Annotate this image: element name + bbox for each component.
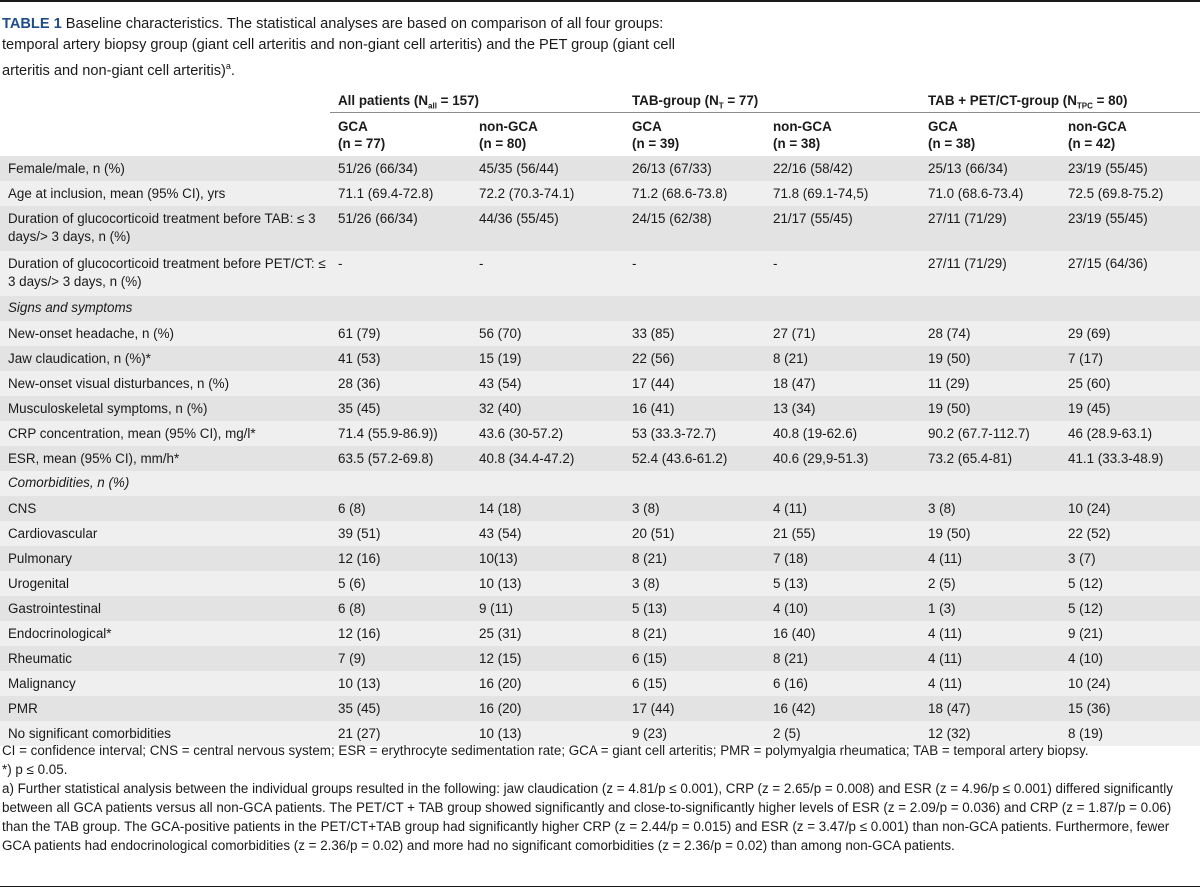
subgroup-header-row bbox=[0, 112, 1200, 156]
group-header-row bbox=[0, 87, 1200, 112]
table-caption bbox=[2, 14, 692, 82]
table-cell: 7 (17) bbox=[1060, 346, 1200, 371]
row-label: Duration of glucocorticoid treatment before PET/CT: ≤ 3 days/> 3 days, n (%) bbox=[0, 251, 330, 296]
caption-footnote-mark: a bbox=[225, 61, 231, 71]
table-cell: 3 (7) bbox=[1060, 546, 1200, 571]
table-number: TABLE 1 bbox=[2, 16, 62, 32]
table-cell: 7 (9) bbox=[330, 646, 471, 671]
row-label: Malignancy bbox=[0, 671, 330, 696]
table-cell: 16 (40) bbox=[765, 621, 920, 646]
table-row bbox=[0, 671, 1200, 696]
table-cell: 44/36 (55/45) bbox=[471, 206, 624, 251]
table-cell: 5 (13) bbox=[624, 596, 765, 621]
table-cell: 5 (12) bbox=[1060, 596, 1200, 621]
table-cell: 19 (45) bbox=[1060, 396, 1200, 421]
table-cell: 41.1 (33.3-48.9) bbox=[1060, 446, 1200, 471]
table-row bbox=[0, 646, 1200, 671]
table-cell: 2 (5) bbox=[920, 571, 1060, 596]
table-cell: - bbox=[624, 251, 765, 296]
table-cell: 4 (11) bbox=[765, 496, 920, 521]
section-header-row bbox=[0, 471, 1200, 496]
table-cell: 3 (8) bbox=[920, 496, 1060, 521]
footnote-a: a) Further statistical analysis between the individual groups resulted in the following: jaw claudication (z = 4.81/p ≤ 0.001), CRP (z = 2.65/p = 0.008) and ESR (z = 4.96/p ≤ 0.001) differed significantly between all GCA patients versus all non-GCA patients. The PET/CT + TAB group showed significantly and close-to-significantly higher levels of ESR (z = 2.09/p = 0.036) and CRP (z = 1.87/p = 0.06) than the TAB group. The GCA-positive patients in the PET/CT+TAB group had significantly higher CRP (z = 2.44/p = 0.015) and ESR (z = 3.47/p ≤ 0.001) than non-GCA patients. Furthermore, fewer GCA patients had endocrinological comorbidities (z = 2.36/p = 0.02) and more had no significant comorbidities (z = 2.36/p = 0.02) than among non-GCA patients. bbox=[2, 781, 1173, 853]
table-cell: 28 (36) bbox=[330, 371, 471, 396]
table-cell: 33 (85) bbox=[624, 321, 765, 346]
row-label: New-onset headache, n (%) bbox=[0, 321, 330, 346]
group-header-tab: TAB-group $(N_T = 77)$ bbox=[624, 87, 920, 112]
table-cell: 29 (69) bbox=[1060, 321, 1200, 346]
table-cell: 6 (8) bbox=[330, 496, 471, 521]
table-cell: 11 (29) bbox=[920, 371, 1060, 396]
table-cell: 5 (13) bbox=[765, 571, 920, 596]
table-cell: 63.5 (57.2-69.8) bbox=[330, 446, 471, 471]
table-cell: 6 (15) bbox=[624, 646, 765, 671]
table-cell: 71.4 (55.9-86.9)) bbox=[330, 421, 471, 446]
subgroup-header: GCA (n = 38) bbox=[920, 112, 1060, 156]
table-cell: 25 (31) bbox=[471, 621, 624, 646]
footnote-abbreviations: CI = confidence interval; CNS = central nervous system; ESR = erythrocyte sedimentation rate; GCA = giant cell arteritis; PMR = polymyalgia rheumatica; TAB = temporal artery biopsy. bbox=[2, 743, 1089, 758]
row-label: Musculoskeletal symptoms, n (%) bbox=[0, 396, 330, 421]
table-cell: 32 (40) bbox=[471, 396, 624, 421]
table-cell: 41 (53) bbox=[330, 346, 471, 371]
table-cell: 16 (42) bbox=[765, 696, 920, 721]
table-cell: 3 (8) bbox=[624, 496, 765, 521]
table-cell: 35 (45) bbox=[330, 396, 471, 421]
top-rule bbox=[0, 0, 1200, 2]
row-label: Cardiovascular bbox=[0, 521, 330, 546]
table-cell: 26/13 (67/33) bbox=[624, 156, 765, 181]
group-header-blank bbox=[0, 87, 330, 112]
table-cell: 10 (24) bbox=[1060, 671, 1200, 696]
table-cell: 27/11 (71/29) bbox=[920, 251, 1060, 296]
row-label: Pulmonary bbox=[0, 546, 330, 571]
table-cell: 71.1 (69.4-72.8) bbox=[330, 181, 471, 206]
table-row bbox=[0, 421, 1200, 446]
table-cell: 6 (15) bbox=[624, 671, 765, 696]
table-cell: 23/19 (55/45) bbox=[1060, 156, 1200, 181]
row-label: Urogenital bbox=[0, 571, 330, 596]
table-cell: 53 (33.3-72.7) bbox=[624, 421, 765, 446]
table-row bbox=[0, 496, 1200, 521]
table-cell: 17 (44) bbox=[624, 696, 765, 721]
table-footnotes bbox=[2, 741, 1198, 855]
table-cell: - bbox=[330, 251, 471, 296]
table-cell: 43 (54) bbox=[471, 371, 624, 396]
table-row bbox=[0, 321, 1200, 346]
table-cell: 71.0 (68.6-73.4) bbox=[920, 181, 1060, 206]
table-cell: 3 (8) bbox=[624, 571, 765, 596]
footnote-significance: *) p ≤ 0.05. bbox=[2, 762, 68, 777]
table-row bbox=[0, 371, 1200, 396]
section-label: Signs and symptoms bbox=[0, 296, 1200, 321]
table-cell: 16 (20) bbox=[471, 696, 624, 721]
table-row bbox=[0, 571, 1200, 596]
table-row bbox=[0, 346, 1200, 371]
table-cell: - bbox=[471, 251, 624, 296]
table-cell: 40.8 (19-62.6) bbox=[765, 421, 920, 446]
row-label: Female/male, n (%) bbox=[0, 156, 330, 181]
table-cell: 4 (11) bbox=[920, 671, 1060, 696]
table-cell: 4 (11) bbox=[920, 546, 1060, 571]
section-header-row bbox=[0, 296, 1200, 321]
subgroup-header: non-GCA (n = 38) bbox=[765, 112, 920, 156]
table-cell: 40.6 (29,9-51.3) bbox=[765, 446, 920, 471]
table-cell: 27/11 (71/29) bbox=[920, 206, 1060, 251]
row-label: Age at inclusion, mean (95% CI), yrs bbox=[0, 181, 330, 206]
table-cell: 17 (44) bbox=[624, 371, 765, 396]
bottom-rule bbox=[0, 886, 1200, 887]
table-cell: 35 (45) bbox=[330, 696, 471, 721]
table-cell: 45/35 (56/44) bbox=[471, 156, 624, 181]
table-cell: 28 (74) bbox=[920, 321, 1060, 346]
table-cell: 18 (47) bbox=[920, 696, 1060, 721]
table-cell: 23/19 (55/45) bbox=[1060, 206, 1200, 251]
table-cell: 51/26 (66/34) bbox=[330, 156, 471, 181]
table-cell: 19 (50) bbox=[920, 396, 1060, 421]
table-cell: 5 (6) bbox=[330, 571, 471, 596]
row-label: ESR, mean (95% CI), mm/h* bbox=[0, 446, 330, 471]
table-row bbox=[0, 546, 1200, 571]
table-cell: 9 (23) bbox=[624, 721, 765, 746]
table-row bbox=[0, 251, 1200, 296]
row-label: No significant comorbidities bbox=[0, 721, 330, 746]
table-cell: 56 (70) bbox=[471, 321, 624, 346]
table-cell: 27/15 (64/36) bbox=[1060, 251, 1200, 296]
table-cell: 12 (15) bbox=[471, 646, 624, 671]
table-cell: 8 (19) bbox=[1060, 721, 1200, 746]
row-label: Gastrointestinal bbox=[0, 596, 330, 621]
table-cell: - bbox=[765, 251, 920, 296]
table-cell: 10(13) bbox=[471, 546, 624, 571]
table-cell: 16 (41) bbox=[624, 396, 765, 421]
row-label: New-onset visual disturbances, n (%) bbox=[0, 371, 330, 396]
table-cell: 15 (36) bbox=[1060, 696, 1200, 721]
table-cell: 73.2 (65.4-81) bbox=[920, 446, 1060, 471]
table-cell: 7 (18) bbox=[765, 546, 920, 571]
table-cell: 16 (20) bbox=[471, 671, 624, 696]
table-cell: 90.2 (67.7-112.7) bbox=[920, 421, 1060, 446]
table-cell: 21/17 (55/45) bbox=[765, 206, 920, 251]
table-cell: 24/15 (62/38) bbox=[624, 206, 765, 251]
table-cell: 9 (21) bbox=[1060, 621, 1200, 646]
section-label: Comorbidities, n (%) bbox=[0, 471, 1200, 496]
table-row bbox=[0, 596, 1200, 621]
table-cell: 5 (12) bbox=[1060, 571, 1200, 596]
table-cell: 8 (21) bbox=[765, 346, 920, 371]
group-header-all: All patients $(N_{all} = 157)$ bbox=[330, 87, 624, 112]
table-cell: 43.6 (30-57.2) bbox=[471, 421, 624, 446]
table-row bbox=[0, 396, 1200, 421]
caption-text: Baseline characteristics. The statistical analyses are based on comparison of all four groups: temporal artery biopsy group (giant cell arteritis and non-giant cell arteritis) and the PET group (giant cell arteritis and non-giant cell arteritis) bbox=[2, 16, 676, 79]
table-cell: 1 (3) bbox=[920, 596, 1060, 621]
group-header-tab-petct: TAB + PET/CT-group $(N_{TPC} = 80)$ bbox=[920, 87, 1200, 112]
table-cell: 21 (55) bbox=[765, 521, 920, 546]
subgroup-header: GCA (n = 77) bbox=[330, 112, 471, 156]
baseline-table bbox=[0, 87, 1200, 746]
row-label: Jaw claudication, n (%)* bbox=[0, 346, 330, 371]
table-cell: 12 (16) bbox=[330, 621, 471, 646]
table-cell: 71.2 (68.6-73.8) bbox=[624, 181, 765, 206]
table-cell: 18 (47) bbox=[765, 371, 920, 396]
subgroup-header-blank bbox=[0, 112, 330, 156]
table-cell: 61 (79) bbox=[330, 321, 471, 346]
subgroup-header: GCA (n = 39) bbox=[624, 112, 765, 156]
table-cell: 19 (50) bbox=[920, 521, 1060, 546]
table-cell: 39 (51) bbox=[330, 521, 471, 546]
table-cell: 40.8 (34.4-47.2) bbox=[471, 446, 624, 471]
subgroup-header: non-GCA (n = 42) bbox=[1060, 112, 1200, 156]
table-cell: 20 (51) bbox=[624, 521, 765, 546]
table-row bbox=[0, 446, 1200, 471]
row-label: Rheumatic bbox=[0, 646, 330, 671]
table-cell: 12 (16) bbox=[330, 546, 471, 571]
table-cell: 8 (21) bbox=[624, 546, 765, 571]
table-cell: 27 (71) bbox=[765, 321, 920, 346]
table-cell: 13 (34) bbox=[765, 396, 920, 421]
table-cell: 6 (16) bbox=[765, 671, 920, 696]
table-row bbox=[0, 621, 1200, 646]
table-cell: 9 (11) bbox=[471, 596, 624, 621]
table-cell: 10 (13) bbox=[330, 671, 471, 696]
table-cell: 6 (8) bbox=[330, 596, 471, 621]
table-row bbox=[0, 696, 1200, 721]
table-cell: 19 (50) bbox=[920, 346, 1060, 371]
table-cell: 10 (13) bbox=[471, 571, 624, 596]
table-cell: 4 (11) bbox=[920, 621, 1060, 646]
table-row bbox=[0, 521, 1200, 546]
table-row bbox=[0, 156, 1200, 181]
table-cell: 52.4 (43.6-61.2) bbox=[624, 446, 765, 471]
table-cell: 51/26 (66/34) bbox=[330, 206, 471, 251]
caption-end: . bbox=[230, 62, 235, 79]
table-cell: 14 (18) bbox=[471, 496, 624, 521]
subgroup-header: non-GCA (n = 80) bbox=[471, 112, 624, 156]
row-label: CRP concentration, mean (95% CI), mg/l* bbox=[0, 421, 330, 446]
table-cell: 12 (32) bbox=[920, 721, 1060, 746]
table-cell: 10 (13) bbox=[471, 721, 624, 746]
table-cell: 25 (60) bbox=[1060, 371, 1200, 396]
table-cell: 8 (21) bbox=[624, 621, 765, 646]
row-label: Endocrinological* bbox=[0, 621, 330, 646]
table-cell: 2 (5) bbox=[765, 721, 920, 746]
table-cell: 22 (52) bbox=[1060, 521, 1200, 546]
table-row bbox=[0, 181, 1200, 206]
table-cell: 22 (56) bbox=[624, 346, 765, 371]
table-cell: 4 (10) bbox=[1060, 646, 1200, 671]
table-cell: 4 (11) bbox=[920, 646, 1060, 671]
table-cell: 72.2 (70.3-74.1) bbox=[471, 181, 624, 206]
table-cell: 72.5 (69.8-75.2) bbox=[1060, 181, 1200, 206]
table-cell: 10 (24) bbox=[1060, 496, 1200, 521]
table-row bbox=[0, 206, 1200, 251]
row-label: Duration of glucocorticoid treatment before TAB: ≤ 3 days/> 3 days, n (%) bbox=[0, 206, 330, 251]
table-cell: 43 (54) bbox=[471, 521, 624, 546]
row-label: CNS bbox=[0, 496, 330, 521]
table-cell: 46 (28.9-63.1) bbox=[1060, 421, 1200, 446]
table-cell: 8 (21) bbox=[765, 646, 920, 671]
table-cell: 71.8 (69.1-74,5) bbox=[765, 181, 920, 206]
table-cell: 15 (19) bbox=[471, 346, 624, 371]
table-cell: 22/16 (58/42) bbox=[765, 156, 920, 181]
table-cell: 4 (10) bbox=[765, 596, 920, 621]
row-label: PMR bbox=[0, 696, 330, 721]
table-cell: 25/13 (66/34) bbox=[920, 156, 1060, 181]
table-cell: 21 (27) bbox=[330, 721, 471, 746]
